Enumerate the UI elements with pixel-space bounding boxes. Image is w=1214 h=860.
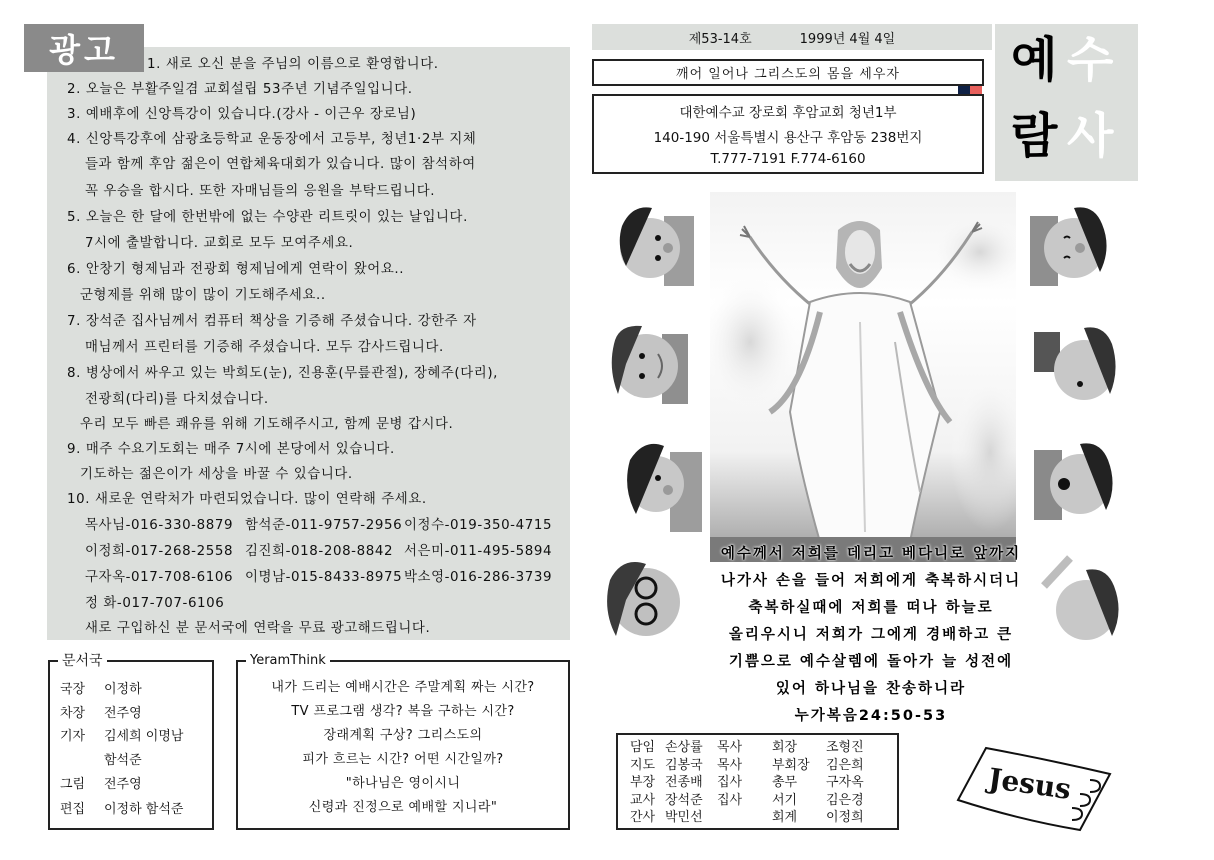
- leader-rank: 집사: [717, 792, 743, 808]
- newsletter-title-block: [995, 24, 1138, 181]
- literature-dept-title: 문서국: [58, 652, 107, 670]
- staff-names: 함석준: [104, 753, 142, 768]
- cartoon-child-icon: [606, 314, 688, 418]
- leader-name: 박민선: [665, 810, 703, 826]
- contact-entry: 함석준-011-9757-2956: [245, 518, 403, 533]
- leader-title: 지도: [630, 757, 656, 773]
- contact-entry: 이명남-015-8433-8975: [245, 570, 403, 585]
- think-line: 피가 흐르는 시간? 어떤 시간일까?: [302, 752, 504, 767]
- cartoon-child-icon: [1040, 550, 1122, 654]
- leader-rank: 목사: [717, 757, 743, 773]
- contact-entry: 서은미-011-495-5894: [404, 544, 553, 559]
- cartoon-child-glasses-icon: [602, 550, 684, 654]
- title-char: 람: [1011, 108, 1058, 164]
- staff-row: [60, 678, 142, 697]
- officer-name: 김은경: [826, 792, 864, 808]
- think-line: 신령과 진정으로 예배할 지니라": [308, 800, 498, 815]
- verse-line: 예수께서 저희를 데리고 베다니로 앞까지: [720, 546, 1022, 562]
- leader-rank: [717, 809, 772, 827]
- verse-line: 축복하실때에 저희를 떠나 하늘로: [748, 600, 994, 616]
- slogan-text: 깨어 일어나 그리스도의 몸을 세우자: [676, 67, 900, 82]
- officer-role: 부회장: [772, 757, 810, 773]
- ad-section-tag: 광고: [24, 24, 144, 72]
- cartoon-child-icon: [1034, 314, 1116, 418]
- announcement-line: 6. 안창기 형제님과 전광회 형제님에게 연락이 왔어요..: [67, 262, 405, 277]
- announcement-line: 전광희(다리)를 다치셨습니다.: [85, 392, 269, 407]
- jesus-flag-text: Jesus: [986, 761, 1074, 806]
- announcement-line: 기도하는 젊은이가 세상을 바꿀 수 있습니다.: [80, 467, 353, 482]
- verse-line: 있어 하나님을 찬송하니라: [775, 681, 967, 697]
- title-char: 수: [1067, 32, 1114, 88]
- officer-role: 총무: [772, 775, 798, 791]
- officer-name: 조형진: [826, 740, 864, 755]
- title-char: 사: [1067, 108, 1114, 164]
- announcement-line: 2. 오늘은 부활주일겸 교회설립 53주년 기념주일입니다.: [67, 82, 413, 97]
- announcement-footer: 새로 구입하신 분 문서국에 연락을 무료 광고해드립니다.: [85, 621, 431, 636]
- literature-dept-box: [48, 653, 214, 830]
- officer-name: 구자옥: [826, 775, 864, 791]
- think-line: TV 프로그램 생각? 복을 구하는 시간?: [291, 704, 515, 719]
- staff-role: 편집: [60, 802, 86, 817]
- announcement-line: 7. 장석준 집사님께서 컴퓨터 책상을 기증해 주셨습니다. 강한주 자: [67, 314, 477, 329]
- officer-name: 이정희: [826, 810, 864, 826]
- scripture-verse: [690, 541, 1052, 730]
- leader-row: [630, 757, 897, 775]
- announcement-line: 9. 매주 수요기도회는 매주 7시에 본당에서 있습니다.: [67, 442, 395, 457]
- verse-line: 올리우시니 저희가 그에게 경배하고 큰: [728, 627, 1014, 643]
- contact-entry: 목사님-016-330-8879: [85, 518, 234, 533]
- verse-line: 나가사 손을 들어 저희에게 축복하시더니: [720, 573, 1022, 589]
- leader-rank: 집사: [717, 775, 743, 791]
- think-line: 장래계획 구상? 그리스도의: [323, 728, 483, 743]
- verse-line: 기쁨으로 예수살렘에 돌아가 늘 성전에: [728, 654, 1014, 670]
- announcement-line: 1. 새로 오신 분을 주님의 이름으로 환영합니다.: [147, 57, 439, 72]
- officer-role: 회장: [772, 740, 798, 755]
- cartoon-child-icon: [1034, 432, 1116, 536]
- issue-date: 1999년 4월 4일: [799, 31, 896, 47]
- cartoon-child-icon: [620, 432, 702, 536]
- staff-row: [60, 798, 183, 817]
- title-char: 예: [1011, 32, 1058, 88]
- staff-row: [60, 773, 142, 792]
- think-line: "하나님은 영이시니: [345, 776, 461, 791]
- leaders-box: [616, 733, 899, 830]
- officer-name: 김은희: [826, 757, 864, 773]
- staff-role: 국장: [60, 682, 86, 697]
- contact-entry: 김진희-018-208-8842: [245, 544, 394, 559]
- announcement-line: 3. 예배후에 신앙특강이 있습니다.(강사 - 이근우 장로님): [67, 107, 417, 122]
- leader-row: [630, 792, 897, 810]
- staff-names: 전주영: [104, 706, 142, 721]
- staff-role: 기자: [60, 729, 86, 744]
- leader-title: 담임: [630, 740, 656, 755]
- announcement-line: 군형제를 위해 많이 많이 기도해주세요..: [80, 288, 326, 303]
- staff-names: 이정하: [104, 682, 142, 697]
- leader-name: 전종배: [665, 775, 703, 791]
- staff-row: [60, 702, 142, 721]
- leader-title: 부장: [630, 775, 656, 791]
- leader-row: [630, 774, 897, 792]
- leader-title: 간사: [630, 810, 656, 826]
- announcement-line: 10. 새로운 연락처가 마련되었습니다. 많이 연락해 주세요.: [67, 492, 427, 507]
- cartoon-child-icon: [612, 196, 694, 300]
- contact-entry: 박소영-016-286-3739: [404, 570, 553, 585]
- jesus-figure-icon: [710, 192, 1016, 562]
- contact-entry: 이정희-017-268-2558: [85, 544, 234, 559]
- church-name: 대한예수교 장로회 후암교회 청년1부: [679, 105, 897, 121]
- leader-title: 교사: [630, 792, 656, 808]
- leader-row: [630, 809, 897, 827]
- announcement-line: 5. 오늘은 한 달에 한번밖에 없는 수양관 리트릿이 있는 날입니다.: [67, 210, 468, 225]
- announcement-line: 꼭 우승을 합시다. 또한 자매님들의 응원을 부탁드립니다.: [85, 184, 436, 199]
- officer-role: 회계: [772, 810, 798, 826]
- jesus-ascension-image: [710, 192, 1016, 562]
- contact-entry: 정 화-017-707-6106: [85, 596, 225, 611]
- leader-name: 손상률: [665, 740, 703, 755]
- leader-rank: 목사: [717, 740, 743, 755]
- announcement-line: 들과 함께 후암 젊은이 연합체육대회가 있습니다. 많이 참석하여: [85, 157, 476, 172]
- leader-name: 김봉국: [665, 757, 703, 773]
- verse-reference: 누가복음24:50-53: [794, 708, 948, 724]
- announcement-line: 매님께서 프린터를 기증해 주셨습니다. 모두 감사드립니다.: [85, 340, 444, 355]
- staff-role: 차장: [60, 706, 86, 721]
- staff-names: 김세희 이명남: [104, 729, 184, 744]
- staff-names: 전주영: [104, 777, 142, 792]
- announcement-line: 4. 신앙특강후에 삼광초등학교 운동장에서 고등부, 청년1·2부 지체: [67, 132, 477, 147]
- leader-name: 장석준: [665, 792, 703, 808]
- contact-entry: 이정수-019-350-4715: [404, 518, 553, 533]
- church-phone-fax: T.777-7191 F.774-6160: [710, 151, 866, 167]
- staff-names: 이정하 함석준: [104, 802, 184, 817]
- church-address: 140-190 서울특별시 용산구 후암동 238번지: [653, 130, 923, 146]
- yeram-think-title: YeramThink: [246, 652, 330, 670]
- contact-entry: 구자옥-017-708-6106: [85, 570, 234, 585]
- yeram-think-box: [236, 653, 570, 830]
- announcement-line: 우리 모두 빠른 쾌유를 위해 기도해주시고, 함께 문병 갑시다.: [80, 417, 454, 432]
- church-info-box: [592, 94, 984, 174]
- staff-role: 그림: [60, 777, 86, 792]
- think-line: 내가 드리는 예배시간은 주말계획 짜는 시간?: [271, 680, 535, 695]
- issue-bar: [592, 24, 992, 50]
- leader-row: [630, 739, 897, 757]
- officer-role: 서기: [772, 792, 798, 808]
- announcement-line: 8. 병상에서 싸우고 있는 박희도(눈), 진용훈(무릎관절), 장혜주(다리),: [67, 366, 499, 381]
- staff-row: [60, 749, 142, 768]
- staff-row: [60, 725, 183, 744]
- cartoon-child-icon: [1030, 196, 1112, 300]
- announcements-panel: [47, 47, 570, 640]
- slogan-box: [592, 59, 984, 86]
- announcement-line: 7시에 출발합니다. 교회로 모두 모여주세요.: [85, 236, 354, 251]
- issue-number: 제53-14호: [688, 31, 752, 47]
- jesus-flag-icon: [930, 730, 1120, 840]
